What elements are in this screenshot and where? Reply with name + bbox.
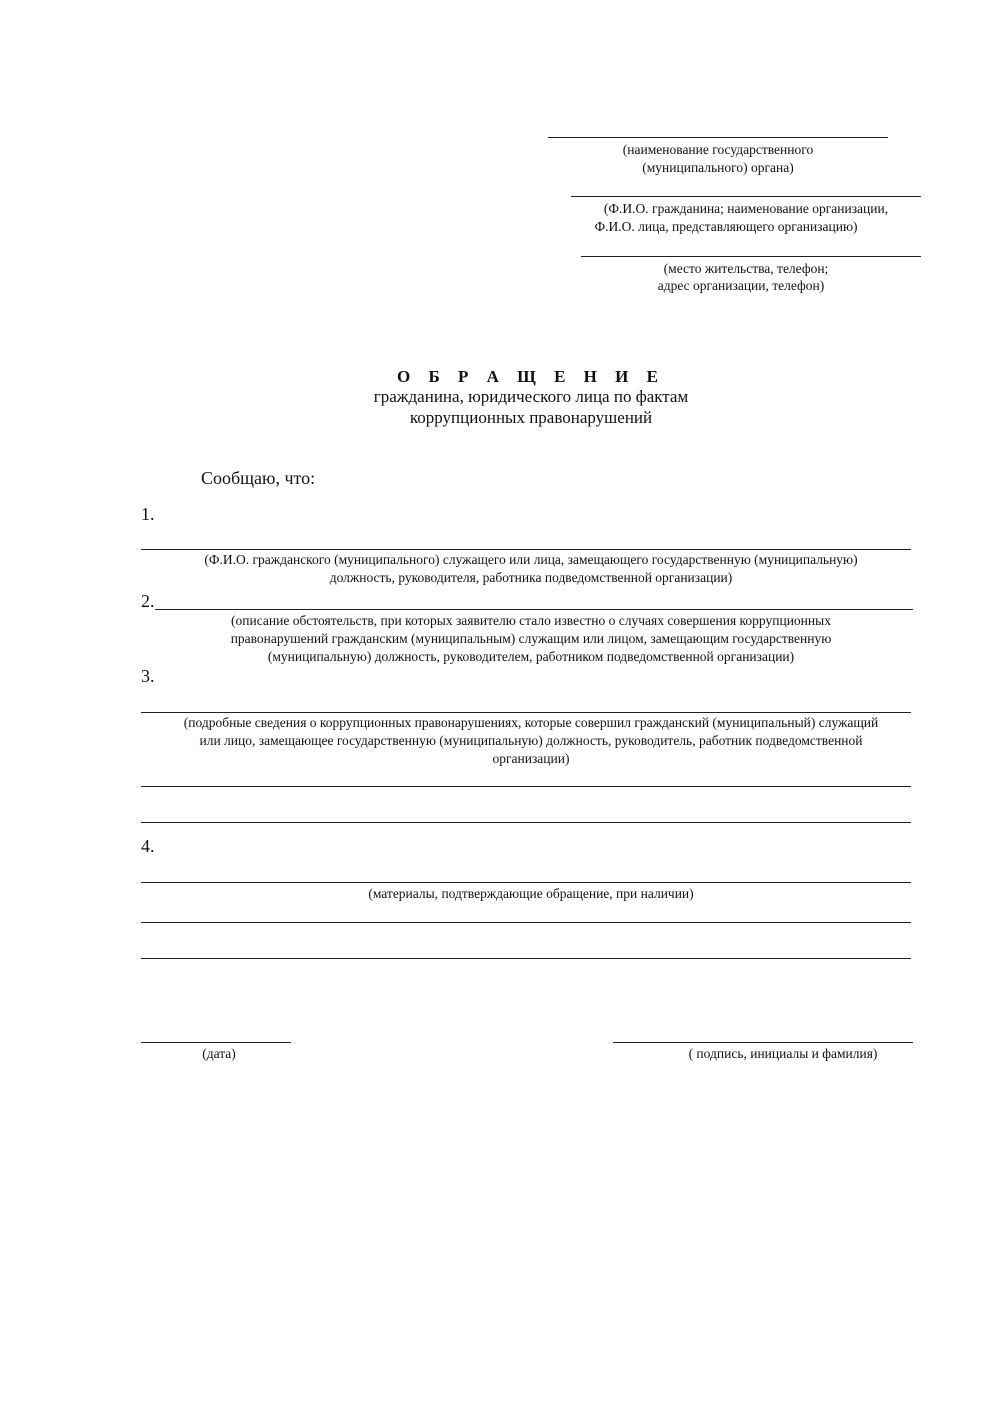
residence-line[interactable]	[581, 256, 921, 257]
document-title: О Б Р А Щ Е Н И Е	[397, 367, 665, 386]
residence-label-1: (место жительства, телефон;	[663, 261, 829, 276]
residence-label-2: адрес организации, телефон)	[657, 278, 825, 293]
organ-name-line[interactable]	[548, 137, 888, 138]
document-subtitle-1: гражданина, юридического лица по фактам	[373, 387, 689, 406]
item-1-answer-line[interactable]	[141, 549, 911, 550]
item-3-extra-line-2[interactable]	[141, 822, 911, 823]
item-3-hint-line-2: или лицо, замещающее государственную (муниципальную) должность, руководитель, работник подведомственной	[199, 733, 863, 748]
organ-label-1: (наименование государственного	[622, 142, 814, 157]
signature-line[interactable]	[613, 1042, 913, 1043]
signature-label: ( подпись, инициалы и фамилия)	[688, 1046, 878, 1061]
applicant-label-2: Ф.И.О. лица, представляющего организацию)	[594, 219, 858, 234]
item-4-extra-line-1[interactable]	[141, 922, 911, 923]
intro-text: Сообщаю, что:	[201, 468, 316, 488]
item-4-extra-line-2[interactable]	[141, 958, 911, 959]
item-4-number: 4.	[141, 836, 155, 856]
item-4-hint-line-1: (материалы, подтверждающие обращение, при наличии)	[368, 886, 694, 901]
item-1-hint-line-1: (Ф.И.О. гражданского (муниципального) служащего или лица, замещающего государственную (муниципальную)	[204, 552, 858, 567]
applicant-name-line[interactable]	[571, 196, 921, 197]
item-2-hint-line-2: правонарушений гражданским (муниципальным) служащим или лицом, замещающим государственную	[230, 631, 832, 646]
item-3-hint-line-3: организации)	[492, 751, 570, 766]
organ-label-2: (муниципального) органа)	[642, 160, 794, 175]
date-label: (дата)	[202, 1046, 236, 1061]
item-3-extra-line-1[interactable]	[141, 786, 911, 787]
item-1-hint-line-2: должность, руководителя, работника подведомственной организации)	[329, 570, 733, 585]
applicant-label-1: (Ф.И.О. гражданина; наименование организации,	[603, 201, 889, 216]
document-subtitle-2: коррупционных правонарушений	[409, 408, 653, 427]
item-3-number: 3.	[141, 666, 155, 686]
item-2-answer-line[interactable]	[155, 609, 913, 610]
item-2-hint-line-3: (муниципальную) должность, руководителем, работником подведомственной организации)	[267, 649, 795, 664]
item-2-hint-line-1: (описание обстоятельств, при которых заявителю стало известно о случаях совершения коррупционных	[231, 613, 831, 628]
item-1-number: 1.	[141, 504, 155, 524]
date-line[interactable]	[141, 1042, 291, 1043]
item-4-answer-line[interactable]	[141, 882, 911, 883]
item-3-hint-line-1: (подробные сведения о коррупционных правонарушениях, которые совершил гражданский (муниципальный) служащий	[183, 715, 879, 730]
item-2-number: 2.	[141, 591, 155, 611]
item-3-answer-line[interactable]	[141, 712, 911, 713]
